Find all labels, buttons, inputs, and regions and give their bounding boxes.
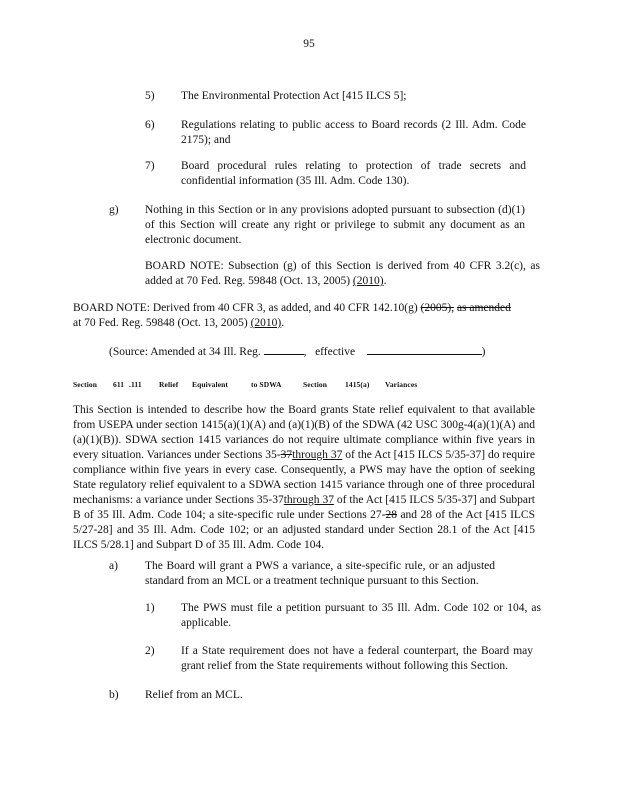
section-title-word-5: 1415(a) — [345, 380, 370, 389]
subsection-a-item-2-number: 2) — [145, 645, 155, 657]
board-note-struck-year: (2005), — [420, 302, 455, 314]
section-title-word-3: to SDWA — [251, 380, 282, 389]
board-note-struck-text: as amended — [456, 302, 511, 314]
intro-text-3: of the Act [415 ILCS 5/35-37] and Subpart B of 35 Ill. Adm. Code 104; a site-specific rule under Sections 27- — [73, 494, 535, 521]
board-note-text: BOARD NOTE: Derived from 40 CFR 3, as added, and 40 CFR 142.10(g) — [73, 302, 421, 314]
board-note-line-2 — [73, 316, 284, 331]
intro-struck-2: 28 — [385, 509, 397, 521]
subsection-a-item-2-text: If a State requirement does not have a federal counterpart, the Board may grant relief from the State requirements without following this Section. — [181, 645, 533, 672]
effective-date-blank — [367, 345, 482, 355]
section-title-word-6: Variances — [385, 380, 418, 389]
intro-inserted-1: through 37 — [292, 449, 343, 461]
subsection-g-board-note — [145, 259, 540, 289]
source-text: (Source: Amended at 34 Ill. Reg. — [109, 346, 261, 358]
section-word: Section — [73, 380, 98, 389]
subsection-g-text: Nothing in this Section or in any provisions adopted pursuant to subsection (d)(1) of this Section will create any right or privilege to submit any document as an electronic document. — [145, 204, 525, 246]
note-text: BOARD NOTE: Subsection (g) of this Section is derived from 40 CFR 3.2(c), as added at 70 Fed. Reg. 59848 (Oct. 13, 2005) — [145, 260, 540, 287]
section-title-word-2: Equivalent — [192, 380, 229, 389]
section-title-word-1: Relief — [159, 380, 179, 389]
subsection-b-text: Relief from an MCL. — [145, 689, 243, 701]
source-comma: , — [303, 346, 307, 358]
board-note-period: . — [281, 317, 285, 329]
intro-text-4: and 28 of the Act [415 ILCS 5/27-28] and 35 Ill. Adm. Code 102; or an adjusted standard under Section 28.1 of the Act [415 ILCS 5/28.1] and Subpart D of 35 Ill. Adm. Code 104. — [73, 509, 535, 551]
intro-struck-1: 37 — [280, 449, 293, 461]
item-6-number: 6) — [145, 119, 155, 131]
board-note-inserted-year: (2010) — [250, 317, 282, 329]
register-page-blank — [264, 345, 304, 355]
source-close-paren: ) — [481, 346, 486, 358]
subsection-a-label: a) — [109, 560, 118, 572]
intro-text-1: This Section is intended to describe how the Board grants State relief equivalent to that available from USEPA under section 1415(a)(1)(A) and (a)(1)(B) of the SDWA (42 USC 300g-4(a)(1)(A) and (a)(1)(B)). SDWA section 1415 variances do not require ultimate compliance within five years in every situation. Variances under Sections 35- — [73, 404, 535, 461]
item-7-text: Board procedural rules relating to protection of trade secrets and confidential information (35 Ill. Adm. Code 130). — [181, 160, 526, 187]
intro-text-2: of the Act [415 ILCS 5/35-37] do require compliance within five years in every case. Consequently, a PWS may have the option of seeking State regulatory relief equivalent to a SDWA section 1415 variance through one of three procedural mechanisms: a variance under Sections 35-37 — [73, 449, 535, 506]
page-number: 95 — [303, 38, 315, 50]
subsection-a-text: The Board will grant a PWS a variance, a site-specific rule, or an adjusted standard from an MCL or a treatment technique pursuant to this Section. — [145, 560, 495, 587]
subsection-a-item-1-text: The PWS must file a petition pursuant to 35 Ill. Adm. Code 102 or 104, as applicable. — [181, 602, 541, 629]
source-line — [109, 345, 485, 360]
board-note — [73, 301, 543, 316]
item-5-number: 5) — [145, 90, 155, 102]
item-6-text: Regulations relating to public access to Board records (2 Ill. Adm. Code 2175); and — [181, 119, 526, 146]
item-7-number: 7) — [145, 160, 155, 172]
section-number-a: 611 — [113, 380, 125, 389]
section-number-b: .111 — [129, 380, 142, 389]
subsection-b-label: b) — [109, 689, 119, 701]
subsection-a-item-1-number: 1) — [145, 602, 155, 614]
intro-inserted-2: through 37 — [283, 494, 334, 506]
section-title-word-4: Section — [303, 380, 328, 389]
item-5-text: The Environmental Protection Act [415 ILCS 5]; — [181, 90, 407, 102]
board-note-citation: at 70 Fed. Reg. 59848 (Oct. 13, 2005) — [73, 317, 251, 329]
subsection-g-label: g) — [109, 204, 119, 216]
intro-paragraph — [73, 403, 535, 553]
note-inserted-year: (2010) — [352, 275, 384, 287]
source-effective-label: effective — [315, 346, 356, 358]
note-period: . — [383, 275, 387, 287]
